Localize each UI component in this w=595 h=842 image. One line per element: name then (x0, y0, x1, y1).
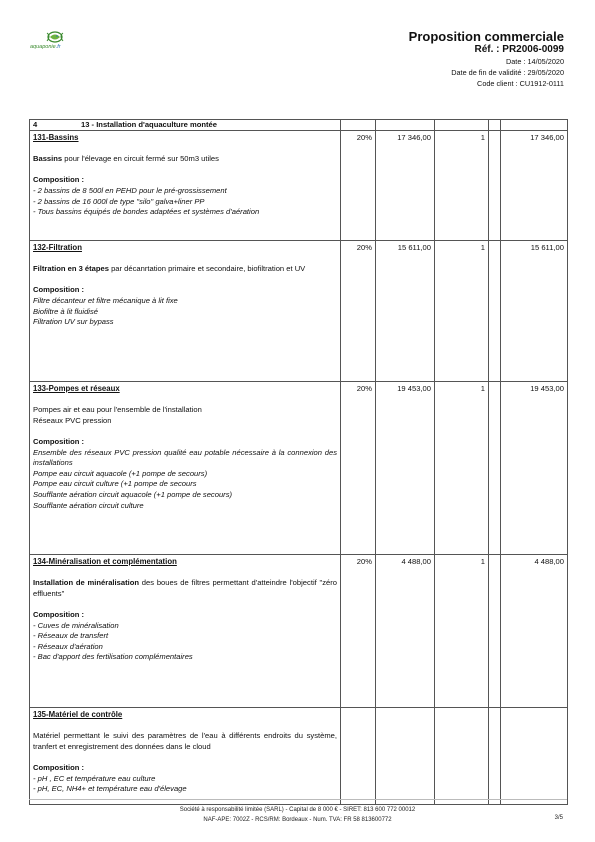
item-description (30, 708, 341, 805)
line-total: 15 611,00 (501, 241, 568, 382)
line-total: 17 346,00 (501, 131, 568, 241)
page-number: 3/5 (554, 815, 563, 821)
composition-item: Soufflante aération circuit aquacole (+1 pompe de secours) (33, 489, 233, 499)
composition-item: Ensemble des réseaux PVC pression qualité eau potable nécessaire à la connexion des installations (33, 447, 337, 468)
item-description (30, 555, 341, 708)
section-row (30, 120, 568, 131)
item-summary-line: Pompes air et eau pour l'ensemble de l'installation (33, 405, 202, 415)
vat-rate: 20% (341, 555, 376, 708)
unit-price (376, 708, 435, 805)
footer-legal-line-2: NAF-APE: 7002Z - RCS/RM: Bordeaux - Num. TVA: FR 58 813600772 (203, 817, 392, 823)
quantity: 1 (435, 555, 489, 708)
composition-item: - Réseaux d'aération (33, 641, 103, 651)
document-date: Date : 14/05/2020 (505, 57, 564, 66)
unit-price: 17 346,00 (376, 131, 435, 241)
quantity: 1 (435, 241, 489, 382)
vat-rate (341, 708, 376, 805)
item-title: 135-Matériel de contrôle (33, 710, 123, 719)
composition-item: - Bac d'apport des fertilisation complémentaires (33, 652, 193, 662)
composition-item: Filtration UV sur bypass (33, 317, 114, 327)
composition-item: - Cuves de minéralisation (33, 620, 119, 630)
quote-line-item (30, 241, 568, 382)
composition-item: - 2 bassins de 16 000l de type "silo" galva+liner PP (33, 196, 205, 206)
section-number: 4 (33, 120, 38, 129)
item-title: 131-Bassins (33, 133, 79, 142)
page-footer (0, 805, 595, 825)
line-total: 19 453,00 (501, 382, 568, 555)
composition-heading: Composition : (33, 436, 85, 446)
company-logo (30, 30, 90, 54)
item-summary: Matériel permettant le suivi des paramètres de l'eau à différents endroits du système, tranfert et enregistrement des données dans le cloud (33, 731, 337, 751)
item-description (30, 382, 341, 555)
quote-line-item (30, 555, 568, 708)
composition-item: - pH , EC et température eau culture (33, 773, 156, 783)
composition-heading: Composition : (33, 285, 85, 295)
quote-line-item (30, 131, 568, 241)
unit-price: 15 611,00 (376, 241, 435, 382)
vat-rate: 20% (341, 382, 376, 555)
line-total (501, 708, 568, 805)
composition-item: - Réseaux de transfert (33, 631, 109, 641)
section-heading (30, 120, 341, 131)
fish-leaf-icon (42, 30, 68, 44)
item-description (30, 131, 341, 241)
client-code: Code client : CU1912-0111 (477, 79, 564, 88)
composition-item: - Tous bassins équipés de bondes adaptées et systèmes d'aération (33, 207, 260, 217)
item-description (30, 241, 341, 382)
footer-legal-line-1: Société à responsabilité limitée (SARL) - Capital de 8 000 € - SIRET: 813 600 772 00012 (179, 807, 416, 813)
item-summary: Filtration en 3 étapes par décanrtation primaire et secondaire, biofiltration et UV (33, 264, 306, 274)
composition-heading: Composition : (33, 609, 85, 619)
item-title: 134-Minéralisation et complémentation (33, 557, 177, 566)
item-summary: Bassins pour l'élevage en circuit fermé sur 50m3 utiles (33, 154, 219, 164)
quantity (435, 708, 489, 805)
item-summary: Installation de minéralisation des boues de filtres permettant d'atteindre l'objectif "zéro effluents" (33, 578, 337, 598)
unit-price: 4 488,00 (376, 555, 435, 708)
composition-item: Filtre décanteur et filtre mécanique à lit fixe (33, 295, 178, 305)
composition-heading: Composition : (33, 175, 85, 185)
composition-item: Biofiltre à lit fluidisé (33, 306, 98, 316)
quote-line-item (30, 708, 568, 805)
composition-item: - pH, EC, NH4+ et température eau d'élevage (33, 784, 187, 794)
document-header (409, 29, 564, 89)
document-reference: Réf. : PR2006-0099 (474, 44, 564, 55)
quote-line-item (30, 382, 568, 555)
item-title: 133-Pompes et réseaux (33, 384, 120, 393)
unit-price: 19 453,00 (376, 382, 435, 555)
section-title: 13 - Installation d'aquaculture montée (81, 120, 217, 129)
composition-item: Pompe eau circuit aquacole (+1 pompe de secours) (33, 468, 208, 478)
quantity: 1 (435, 382, 489, 555)
vat-rate: 20% (341, 131, 376, 241)
validity-date: Date de fin de validité : 29/05/2020 (451, 68, 564, 77)
composition-item: Pompe eau circuit culture (+1 pompe de secours (33, 479, 197, 489)
logo-text: aquaponie.fr (30, 44, 61, 50)
composition-heading: Composition : (33, 762, 85, 772)
composition-item: Soufflante aération circuit culture (33, 500, 144, 510)
quantity: 1 (435, 131, 489, 241)
line-total: 4 488,00 (501, 555, 568, 708)
vat-rate: 20% (341, 241, 376, 382)
document-title: Proposition commerciale (408, 29, 564, 44)
item-summary-line: Réseaux PVC pression (33, 415, 112, 425)
footer-divider (29, 799, 567, 800)
quote-table (29, 119, 568, 805)
item-title: 132-Filtration (33, 243, 82, 252)
composition-item: - 2 bassins de 8 500l en PEHD pour le pré-grossissement (33, 185, 227, 195)
